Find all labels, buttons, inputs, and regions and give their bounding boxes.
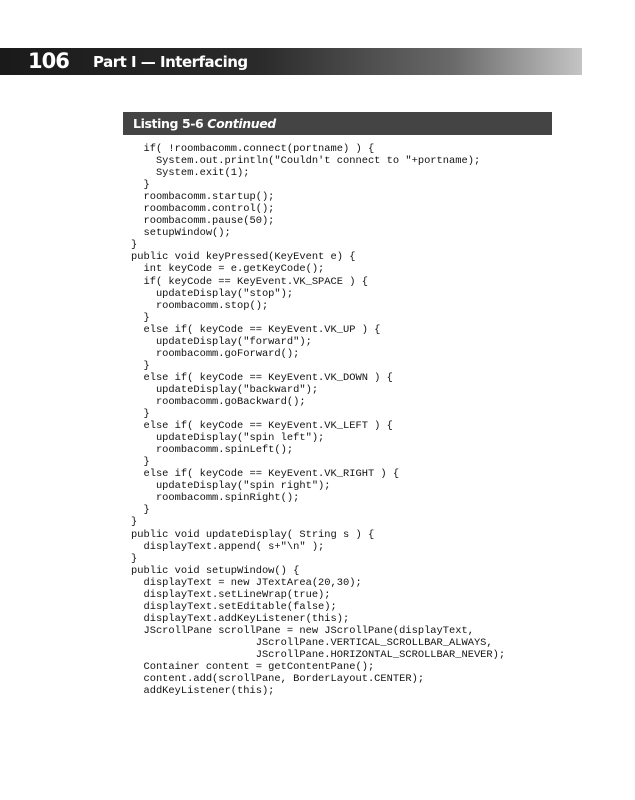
listing-continued: Continued xyxy=(207,116,276,131)
listing-title: Listing 5-6 xyxy=(133,116,204,131)
page-header-bar xyxy=(0,48,582,75)
page-number: 106 xyxy=(28,49,69,73)
listing-label xyxy=(133,116,276,131)
section-title: Part I — Interfacing xyxy=(93,53,248,71)
code-listing: if( !roombacomm.connect(portname) ) { System.out.println("Couldn't connect to "+portname); System.exit(1); } roombacomm.startup(); roombacomm.control(); roombacomm.pause(50); setupWindow(); } public void keyPressed(KeyEvent e) { int keyCode = e.getKeyCode(); if( keyCode == KeyEvent.VK_SPACE ) { updateDisplay("stop"); roombacomm.stop(); } else if( keyCode == KeyEvent.VK_UP ) { updateDisplay("forward"); roombacomm.goForward(); } else if( keyCode == KeyEvent.VK_DOWN ) { updateDisplay("backward"); roombacomm.goBackward(); } else if( keyCode == KeyEvent.VK_LEFT ) { updateDisplay("spin left"); roombacomm.spinLeft(); } else if( keyCode == KeyEvent.VK_RIGHT ) { updateDisplay("spin right"); roombacomm.spinRight(); } } public void updateDisplay( String s ) { displayText.append( s+"\n" ); } public void setupWindow() { displayText = new JTextArea(20,30); displayText.setLineWrap(true); displayText.setEditable(false); displayText.addKeyListener(this); JScrollPane scrollPane = new JScrollPane(displayText, JScrollPane.VERTICAL_SCROLLBAR_ALWAYS, JScrollPane.HORIZONTAL_SCROLLBAR_NEVER); Container content = getContentPane(); content.add(scrollPane, BorderLayout.CENTER); addKeyListener(this); xyxy=(131,143,506,698)
